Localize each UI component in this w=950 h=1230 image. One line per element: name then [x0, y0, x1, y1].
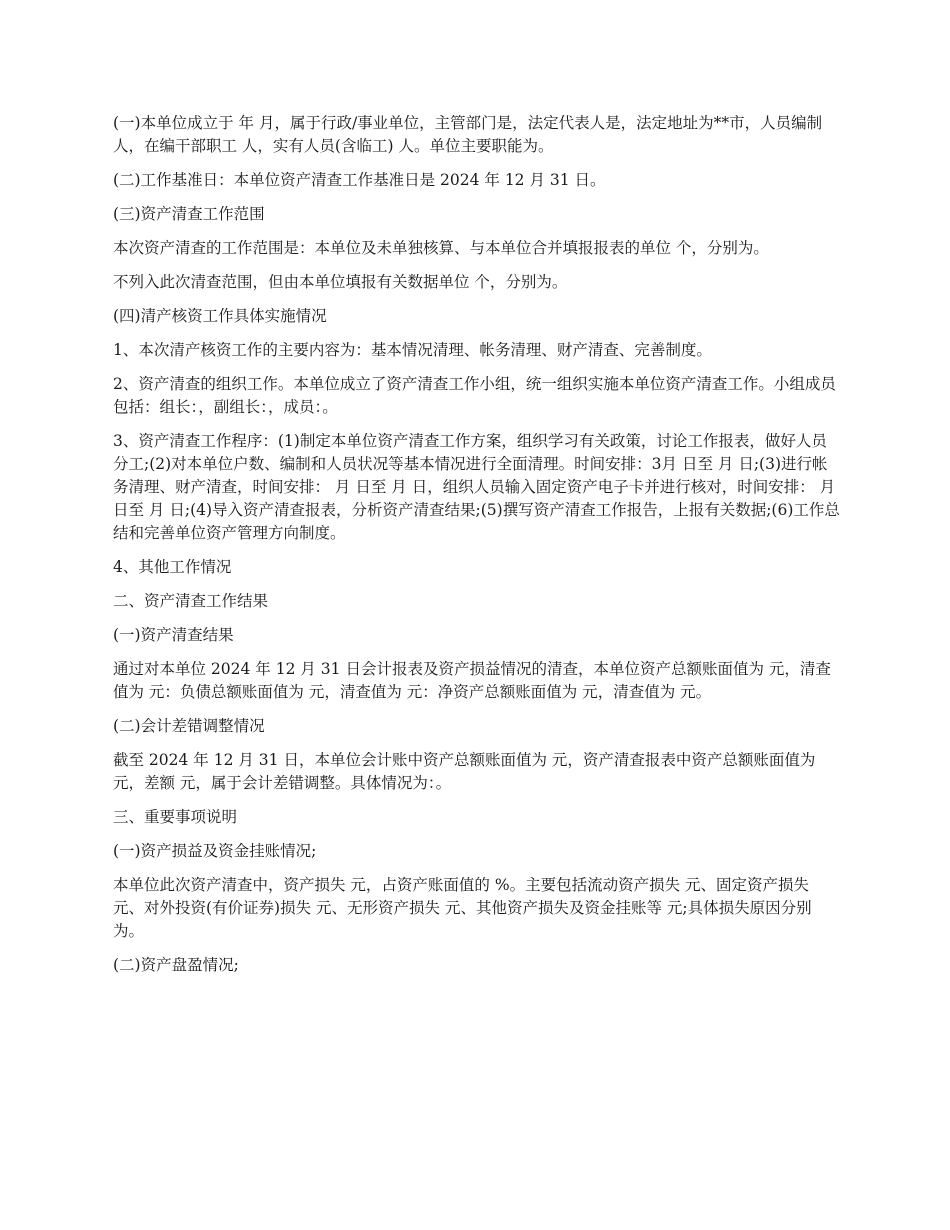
paragraph-asset-loss: 本单位此次资产清查中，资产损失 元，占资产账面值的 %。主要包括流动资产损失 元、固定资产损失 元、对外投资(有价证券)损失 元、无形资产损失 元、其他资产损失及资金挂账等 元;具体损失原因分别为。 [113, 876, 812, 940]
paragraph-procedure: 3、资产清查工作程序：(1)制定本单位资产清查工作方案，组织学习有关政策，讨论工作报表，做好人员分工;(2)对本单位户数、编制和人员状况等基本情况进行全面清理。时间安排：3月 日至 月 日;(3)进行帐务清理、财产清查，时间安排： 月 日至 月 日，组织人员输入固定资产电子卡并进行核对，时间安排： 月 日至 月 日;(4)导入资产清查报表，分析资产清查结果;(5)撰写资产清查工作报告，上报有关数据;(6)工作总结和完善单位资产管理方向制度。 [113, 432, 840, 542]
heading-implementation: (四)清产核资工作具体实施情况 [113, 307, 327, 325]
heading-asset-loss: (一)资产损益及资金挂账情况; [113, 842, 317, 860]
paragraph-excluded-scope: 不列入此次清查范围，但由本单位填报有关数据单位 个，分别为。 [113, 273, 568, 291]
paragraph-base-date: (二)工作基准日：本单位资产清查工作基准日是 2024 年 12 月 31 日。 [113, 171, 606, 189]
heading-error-adjustment: (二)会计差错调整情况 [113, 717, 265, 735]
document-body [113, 112, 841, 988]
heading-important-matters: 三、重要事项说明 [113, 808, 238, 826]
paragraph-organization: 2、资产清查的组织工作。本单位成立了资产清查工作小组，统一组织实施本单位资产清查工作。小组成员包括：组长：，副组长：，成员：。 [113, 375, 836, 416]
paragraph-other-work: 4、其他工作情况 [113, 558, 232, 576]
paragraph-check-results: 通过对本单位 2024 年 12 月 31 日会计报表及资产损益情况的清查，本单位资产总额账面值为 元，清查值为 元：负债总额账面值为 元，清查值为 元：净资产总额账面值为 元，清查值为 元。 [113, 660, 831, 701]
paragraph-error-adjustment: 截至 2024 年 12 月 31 日，本单位会计账中资产总额账面值为 元，资产清查报表中资产总额账面值为 元，差额 元，属于会计差错调整。具体情况为：。 [113, 751, 816, 792]
paragraph-main-content: 1、本次清产核资工作的主要内容为：基本情况清理、帐务清理、财产清查、完善制度。 [113, 341, 712, 359]
heading-scope: (三)资产清查工作范围 [113, 205, 265, 223]
paragraph-scope: 本次资产清查的工作范围是：本单位及未单独核算、与本单位合并填报报表的单位 个，分别为。 [113, 239, 769, 257]
heading-check-results: (一)资产清查结果 [113, 626, 234, 644]
heading-asset-surplus: (二)资产盘盈情况; [113, 956, 239, 974]
paragraph-unit-overview: (一)本单位成立于 年 月，属于行政/事业单位，主管部门是，法定代表人是，法定地址为**市，人员编制 人，在编干部职工 人，实有人员(含临工) 人。单位主要职能为。 [113, 114, 823, 155]
heading-results: 二、资产清查工作结果 [113, 592, 269, 610]
